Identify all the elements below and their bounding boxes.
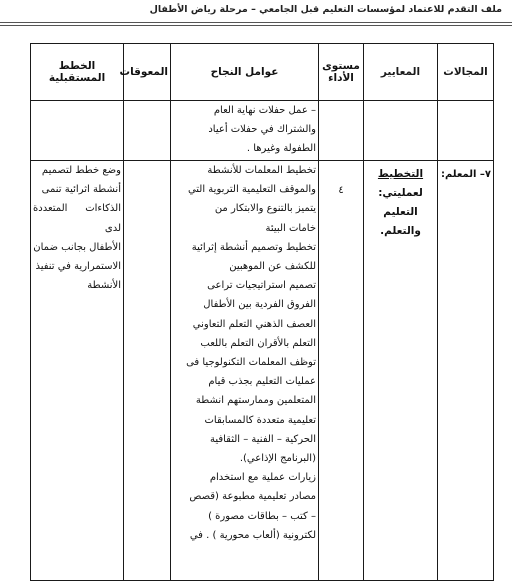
cell-criterion [364,161,438,581]
cell-area: ٧– المعلم: [438,161,494,581]
table-row [31,101,494,161]
cell-criteria-empty [364,101,438,161]
cell-obstacles [124,161,171,581]
cell-area-empty [438,101,494,161]
header-level: مستوى الأداء [319,44,364,101]
cell-plans-empty [31,101,124,161]
cell-level-empty [319,101,364,161]
cell-future-plans: وضع خطط لتصميم أنشطة اثرائية تنمى الذكاءات المتعددة لدى الأطفال بجانب ضمان الاستمرارية في تنفيذ الأنشطة [31,161,124,581]
table-header-row [31,44,494,101]
criterion-title: التخطيط [377,168,424,180]
criterion-description: لعمليتي: التعليم والتعلم. [378,187,423,237]
page-header: ملف التقدم للاعتماد لمؤسسات التعليم قبل الجامعي – مرحلة رياض الأطفال [149,4,502,15]
cell-obstacles-empty [124,101,171,161]
header-rule-bottom [0,25,512,26]
cell-level: ٤ [319,161,364,581]
cell-success-factors: تخطيط المعلمات للأنشطة والموقف التعليمية التربوية التي يتميز بالتنوع والابتكار من خامات البيئة تخطيط وتصميم أنشطة إثرائية للكشف عن الموهبين تصميم استراتيجيات تراعى الفروق الفردية بين الأطفال العصف الذهني التعلم التعاوني التعلم بالأقران التعلم باللعب توظف المعلمات التكنولوجيا فى عمليات التعليم بجذب قيام المتعلمين وممارستهم انشطة تعليمية متعددة كالمسابقات الحركية – الفنية – الثقافية (البرنامج الإذاعي). زيارات عملية مع استخدام مصادر تعليمية مطبوعة (قصص – كتب – بطاقات مصورة ) لكترونية (ألعاب محورية ) . في [171,161,319,581]
header-success-factors: عوامل النجاح [171,44,319,101]
header-criteria: المعايير [364,44,438,101]
evaluation-table [30,43,494,581]
header-obstacles: المعوقات [124,44,171,101]
header-rule-top [0,22,512,23]
header-future-plans: الخطط المستقبلية [31,44,124,101]
header-areas: المجالات [438,44,494,101]
cell-success-factors: – عمل حفلات نهاية العام والشتراك في حفلات أعياد الطفولة وغيرها . [171,101,319,161]
table-row [31,161,494,581]
